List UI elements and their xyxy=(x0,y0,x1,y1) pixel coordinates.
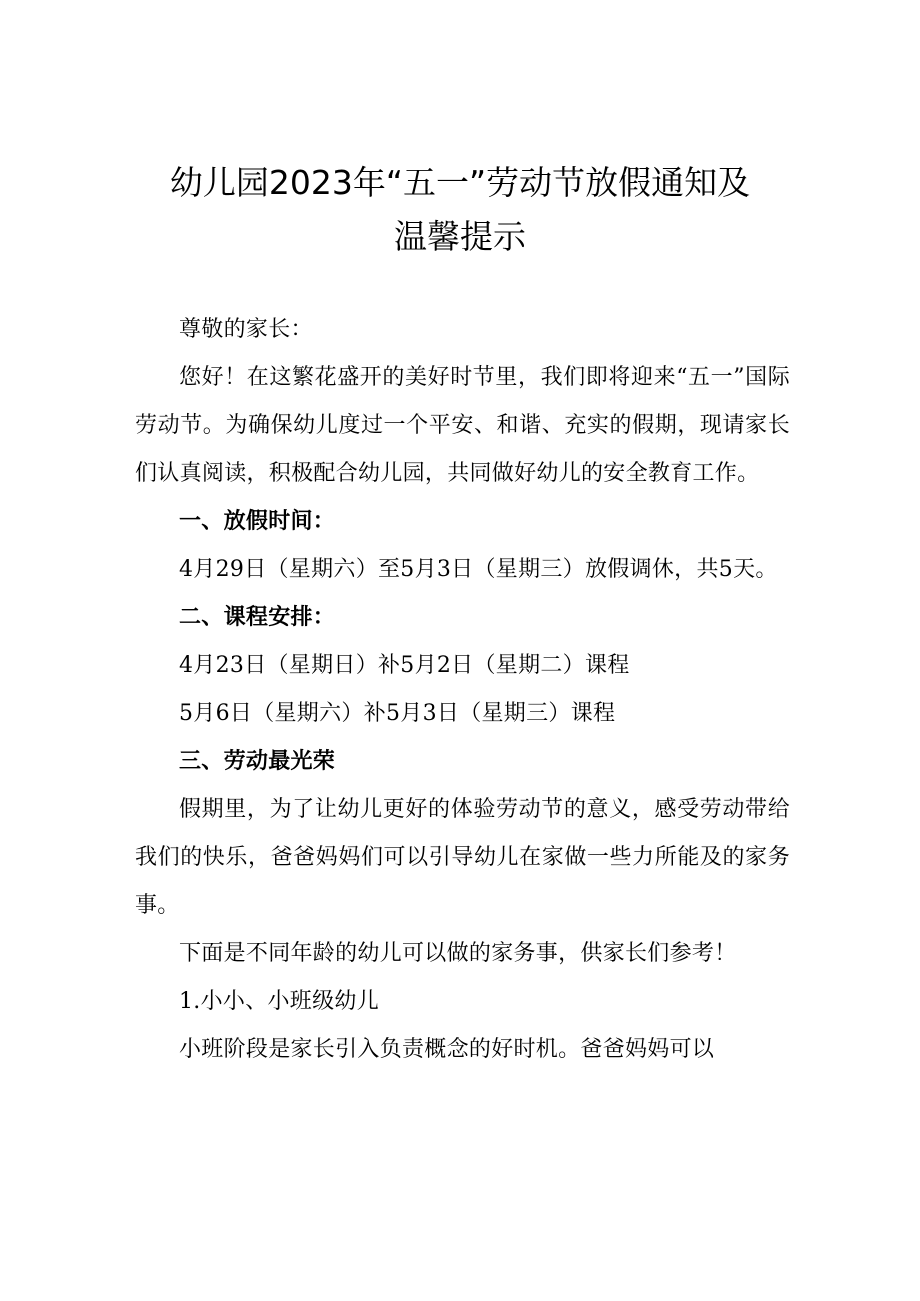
document-body xyxy=(135,306,790,1074)
document-title-line-1: 幼儿园2023年“五一”劳动节放假通知及 xyxy=(169,163,751,202)
list-item-small-class: 1.小小、小班级幼儿 xyxy=(179,989,379,1014)
labor-paragraph-3: 小班阶段是家长引入负责概念的好时机。爸爸妈妈可以 xyxy=(179,1037,715,1062)
section-heading-course-schedule: 二、课程安排： xyxy=(179,605,336,630)
course-schedule-line-2: 5月6日（星期六）补5月3日（星期三）课程 xyxy=(179,701,616,726)
labor-paragraph-1: 假期里，为了让幼儿更好的体验劳动节的意义，感受劳动带给我们的快乐，爸爸妈妈们可以引导幼儿在家做一些力所能及的家务事。 xyxy=(135,797,790,918)
section-heading-holiday-time: 一、放假时间： xyxy=(179,509,336,534)
salutation: 尊敬的家长： xyxy=(179,317,313,342)
holiday-time-text: 4月29日（星期六）至5月3日（星期三）放假调休，共5天。 xyxy=(179,557,778,582)
course-schedule-line-1: 4月23日（星期日）补5月2日（星期二）课程 xyxy=(179,653,630,678)
intro-paragraph: 您好！在这繁花盛开的美好时节里，我们即将迎来“五一”国际劳动节。为确保幼儿度过一个平安、和谐、充实的假期，现请家长们认真阅读，积极配合幼儿园，共同做好幼儿的安全教育工作。 xyxy=(135,365,790,486)
document-title-line-2: 温馨提示 xyxy=(394,217,526,256)
labor-paragraph-2: 下面是不同年龄的幼儿可以做的家务事，供家长们参考！ xyxy=(179,941,737,966)
section-heading-labor: 三、劳动最光荣 xyxy=(179,749,336,774)
